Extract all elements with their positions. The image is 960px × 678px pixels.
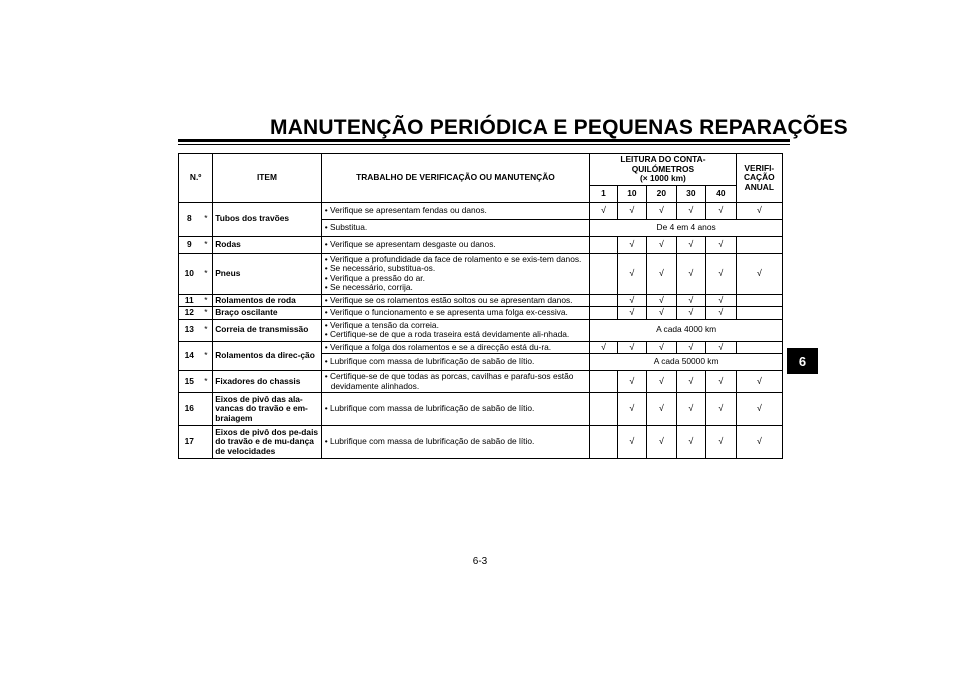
header-km: 1 [590,185,617,202]
check-mark: √ [617,202,646,219]
row-star: * [200,294,213,307]
row-item: Rodas [213,236,321,253]
row-star: * [200,371,213,393]
header-odometer-title: LEITURA DO CONTA-QUILÓMETROS [620,154,706,174]
header-num: N.º [179,154,213,203]
check-mark: √ [617,393,646,426]
check-mark: √ [676,294,705,307]
check-mark: √ [617,253,646,294]
check-mark: √ [706,202,737,219]
check-mark: √ [647,236,676,253]
chapter-tab: 6 [787,348,818,374]
check-mark: √ [676,253,705,294]
check-mark: √ [676,393,705,426]
row-number: 9 [179,236,200,253]
row-number: 11 [179,294,200,307]
check-mark [590,393,617,426]
row-star [200,426,213,459]
check-mark: √ [676,426,705,459]
row-number: 13 [179,319,200,341]
row-item: Eixos de pivô das ala-vancas do travão e em-braiagem [213,393,321,426]
row-star: * [200,202,213,236]
check-mark: √ [706,393,737,426]
row-task: • Certifique-se de que todas as porcas, cavilhas e parafu-sos estão devidamente alinhados. [321,371,590,393]
header-item: ITEM [213,154,321,203]
check-mark: √ [647,253,676,294]
header-km: 40 [706,185,737,202]
check-mark [736,307,782,320]
table-row [179,307,783,320]
maintenance-table [178,153,783,459]
check-mark: √ [736,371,782,393]
check-mark: √ [590,202,617,219]
check-mark [590,371,617,393]
check-mark: √ [647,371,676,393]
interval-text: A cada 50000 km [590,354,783,371]
page-number: 6-3 [472,556,488,567]
check-mark: √ [706,253,737,294]
header-km: 20 [647,185,676,202]
row-task: • Verifique se apresentam fendas ou danos. [321,202,590,219]
check-mark: √ [676,371,705,393]
row-star: * [200,307,213,320]
check-mark: √ [590,341,617,354]
check-mark [590,294,617,307]
check-mark: √ [736,393,782,426]
row-number: 10 [179,253,200,294]
row-star [200,393,213,426]
check-mark: √ [676,307,705,320]
check-mark [590,426,617,459]
check-mark [736,341,782,354]
check-mark: √ [706,307,737,320]
row-task: • Verifique a profundidade da face de rolamento e se exis-tem danos. • Se necessário, substitua-os. • Verifique a pressão do ar. • Se necessário, corrija. [321,253,590,294]
check-mark: √ [676,236,705,253]
table-row [179,294,783,307]
check-mark: √ [617,236,646,253]
check-mark: √ [706,426,737,459]
check-mark [590,253,617,294]
interval-text: A cada 4000 km [590,319,783,341]
row-number: 17 [179,426,200,459]
table-row [179,253,783,294]
check-mark: √ [617,294,646,307]
row-item: Correia de transmissão [213,319,321,341]
page-title: MANUTENÇÃO PERIÓDICA E PEQUENAS REPARAÇÕES [270,116,848,139]
table-row [179,341,783,354]
check-mark: √ [617,307,646,320]
row-star: * [200,319,213,341]
check-mark: √ [647,393,676,426]
check-mark: √ [647,426,676,459]
check-mark: √ [647,202,676,219]
interval-text: De 4 em 4 anos [590,219,783,236]
row-item: Rolamentos de roda [213,294,321,307]
check-mark: √ [617,426,646,459]
check-mark: √ [617,341,646,354]
row-task: • Verifique o funcionamento e se apresenta uma folga ex-cessiva. [321,307,590,320]
row-star: * [200,341,213,371]
header-work: TRABALHO DE VERIFICAÇÃO OU MANUTENÇÃO [321,154,590,203]
header-row [179,154,783,186]
table-row [179,371,783,393]
row-task: • Substitua. [321,219,590,236]
row-task: • Verifique a tensão da correia. • Certifique-se de que a roda traseira está devidamente ali-nhada. [321,319,590,341]
row-number: 8 [179,202,200,236]
row-item: Rolamentos da direc-ção [213,341,321,371]
check-mark: √ [736,202,782,219]
row-item: Eixos de pivô dos pe-dais do travão e de mu-dança de velocidades [213,426,321,459]
table-row [179,202,783,219]
check-mark [736,294,782,307]
row-star: * [200,236,213,253]
check-mark: √ [706,236,737,253]
table-row [179,319,783,341]
row-star: * [200,253,213,294]
check-mark: √ [706,294,737,307]
row-number: 16 [179,393,200,426]
check-mark: √ [647,294,676,307]
row-task: • Lubrifique com massa de lubrificação de sabão de lítio. [321,354,590,371]
check-mark: √ [706,371,737,393]
row-item: Fixadores do chassis [213,371,321,393]
check-mark: √ [676,202,705,219]
title-rule-thin [178,144,790,145]
row-task: • Lubrifique com massa de lubrificação de sabão de lítio. [321,393,590,426]
header-odometer [590,154,736,186]
check-mark [590,236,617,253]
check-mark: √ [617,371,646,393]
title-rule-thick [178,139,790,142]
row-task: • Verifique se apresentam desgaste ou danos. [321,236,590,253]
row-item: Tubos dos travões [213,202,321,236]
row-item: Braço oscilante [213,307,321,320]
header-odometer-unit: (× 1000 km) [639,173,686,183]
check-mark: √ [736,253,782,294]
table-row [179,393,783,426]
row-task: • Verifique se os rolamentos estão soltos ou se apresentam danos. [321,294,590,307]
row-number: 12 [179,307,200,320]
header-km: 30 [676,185,705,202]
row-number: 14 [179,341,200,371]
table-row [179,426,783,459]
row-item: Pneus [213,253,321,294]
table-row [179,236,783,253]
header-km: 10 [617,185,646,202]
check-mark [736,236,782,253]
check-mark: √ [706,341,737,354]
check-mark: √ [676,341,705,354]
check-mark [590,307,617,320]
row-task: • Verifique a folga dos rolamentos e se a direcção está du-ra. [321,341,590,354]
check-mark: √ [736,426,782,459]
header-annual: VERIFI-CAÇÃO ANUAL [736,154,782,203]
check-mark: √ [647,307,676,320]
check-mark: √ [647,341,676,354]
row-number: 15 [179,371,200,393]
row-task: • Lubrifique com massa de lubrificação de sabão de lítio. [321,426,590,459]
